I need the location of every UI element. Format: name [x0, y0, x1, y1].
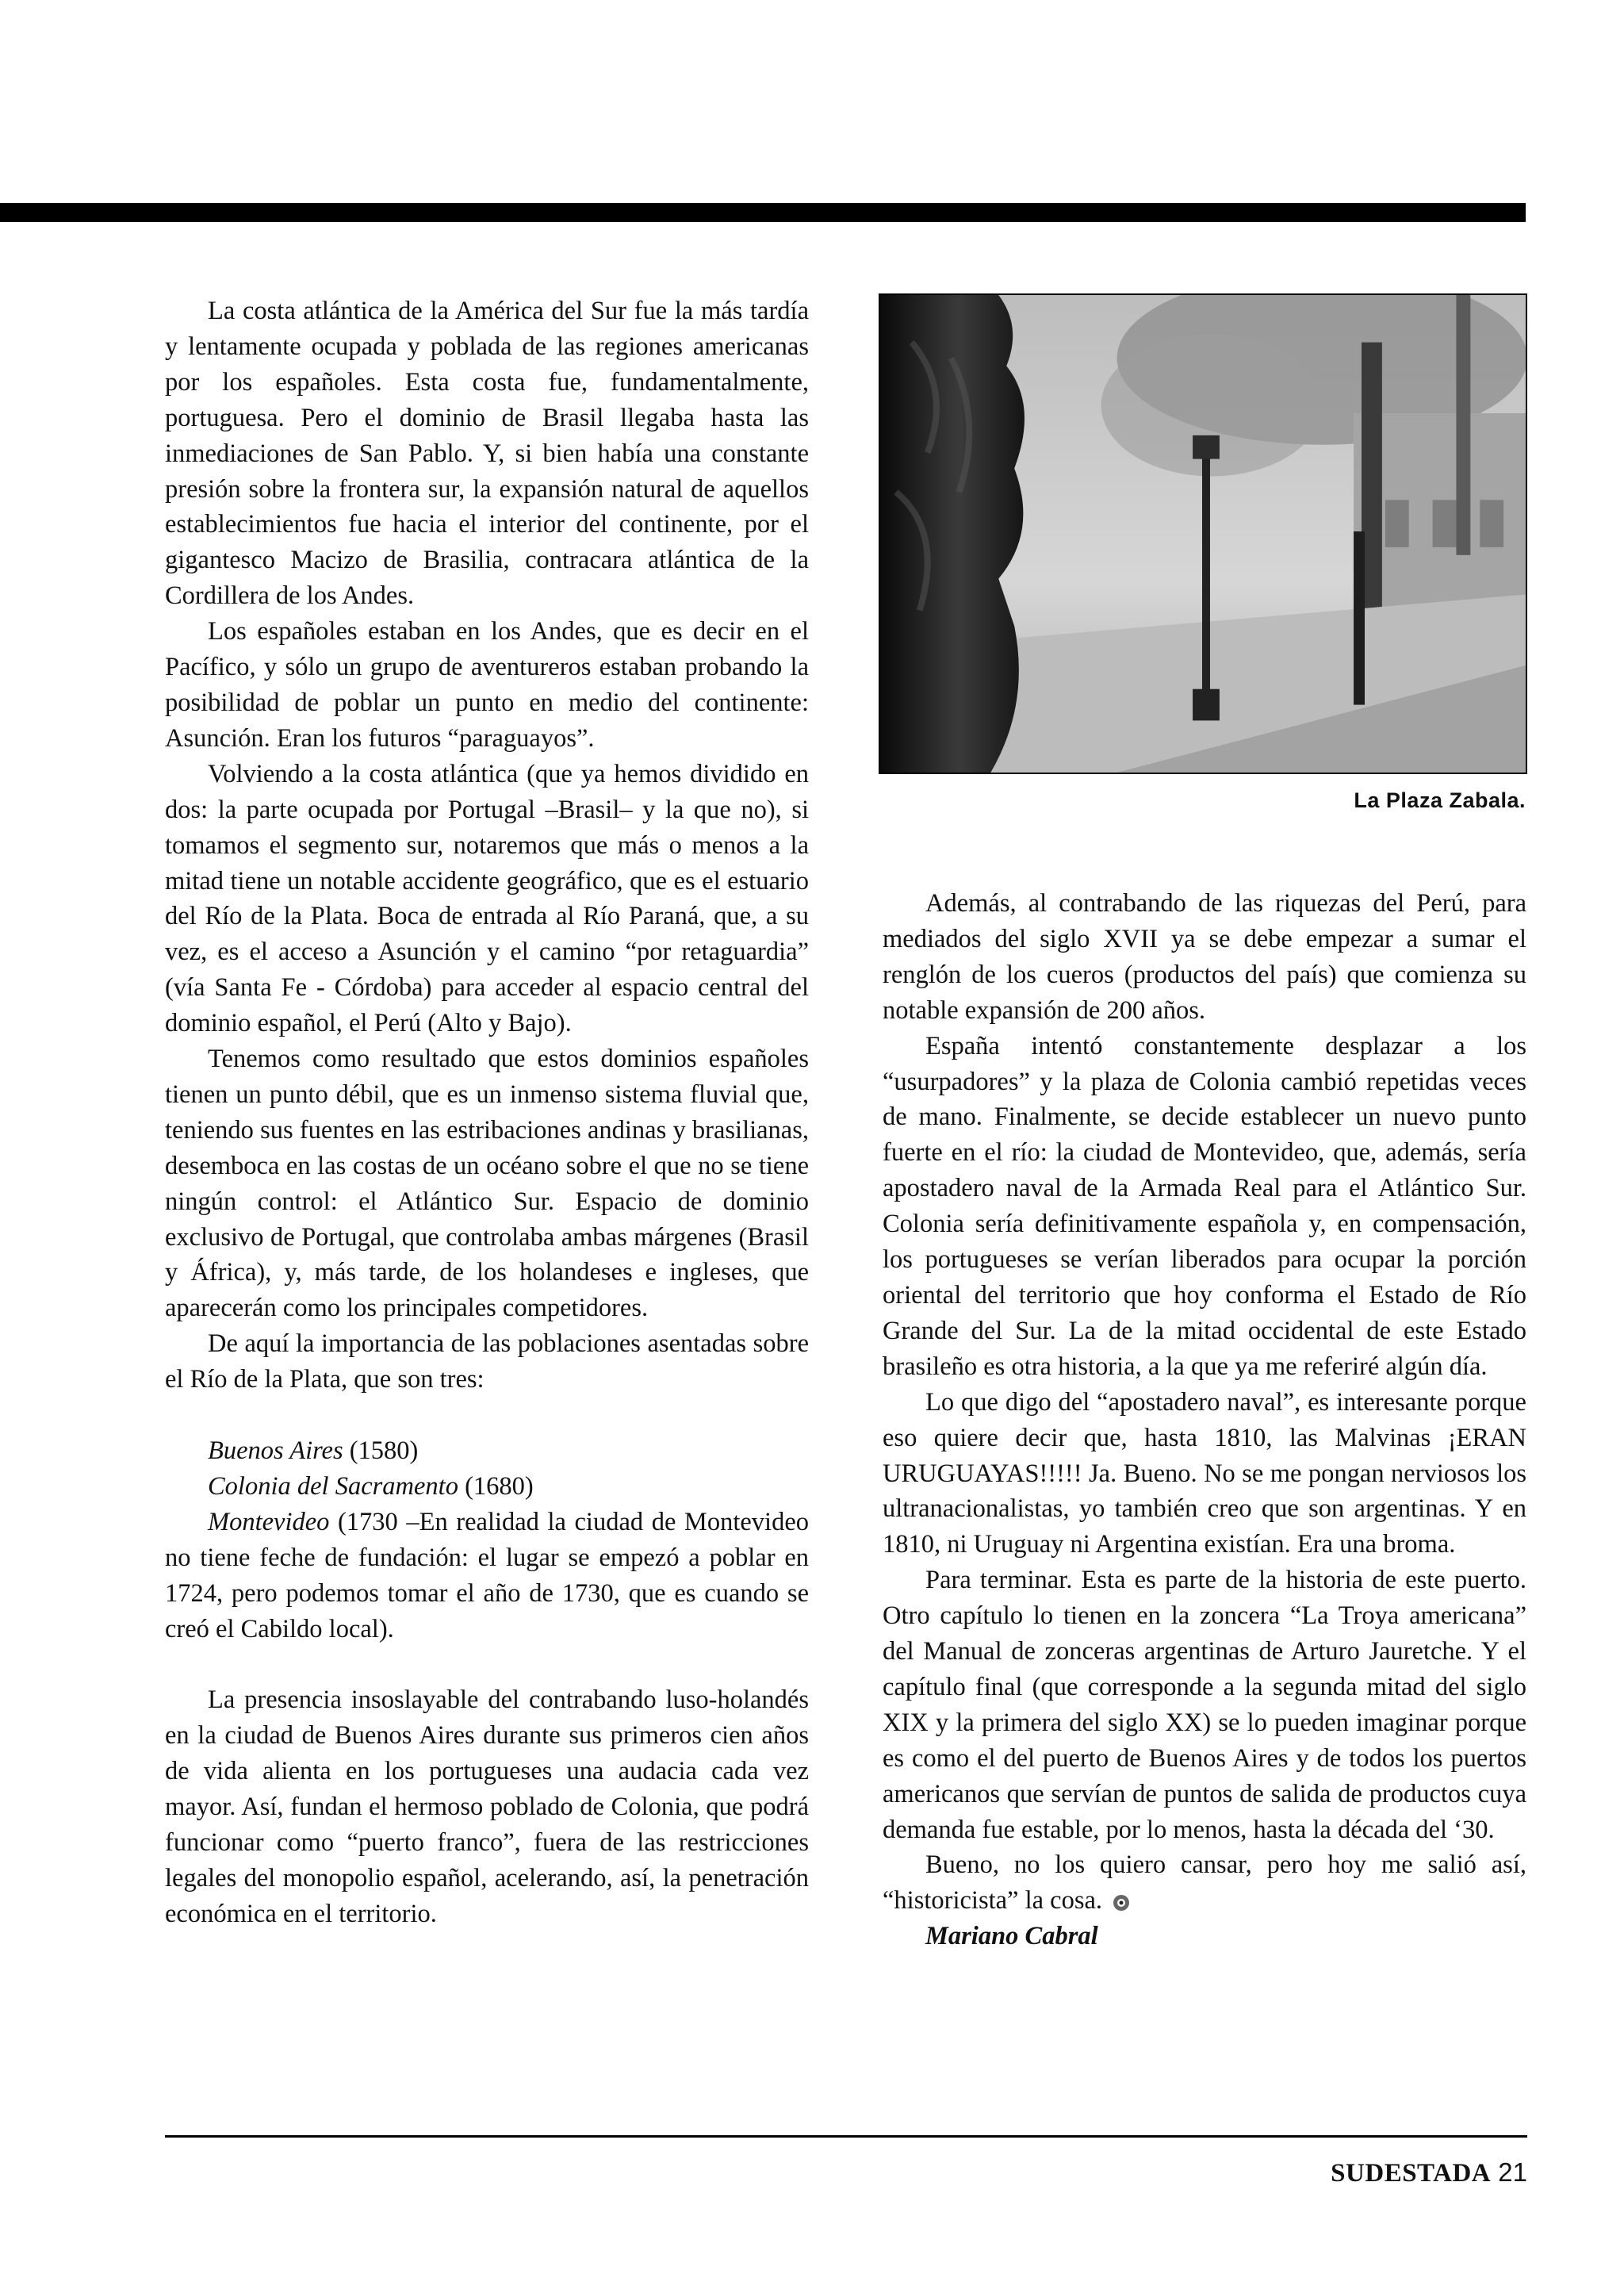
- list-item: Montevideo (1730 –En realidad la ciudad de Montevideo no tiene feche de fundación: el lugar se empezó a poblar en 1724, pero podemos tomar el año de 1730, que es cuando se creó el Cabildo local).: [165, 1507, 809, 1643]
- paragraph: Además, al contrabando de las riquezas del Perú, para mediados del siglo XVII ya se debe empezar a sumar el renglón de los cueros (productos del país) que comienza su notable expansión de 200 años.: [883, 889, 1526, 1025]
- right-column: [883, 886, 1526, 1954]
- paragraph: Los españoles estaban en los Andes, que es decir en el Pacífico, y sólo un grupo de aventureros estaban probando la posibilidad de poblar un punto en medio del continente: Asunción. Eran los futuros “paraguayos”.: [165, 617, 809, 753]
- photo-caption: La Plaza Zabala.: [1354, 788, 1526, 812]
- plaza-photo-image: [880, 295, 1526, 773]
- footer-rule: [165, 2135, 1527, 2138]
- paragraph: La costa atlántica de la América del Sur fue la más tardía y lentamente ocupada y poblada de las regiones americanas por los españoles. Esta costa fue, fundamentalmente, portuguesa. Pero el dominio de Brasil llegaba hasta las inmediaciones de San Pablo. Y, si bien había una constante presión sobre la frontera sur, la expansión natural de aquellos establecimientos fue hacia el interior del continente, por el gigantesco Macizo de Brasilia, contracara atlántica de la Cordillera de los Andes.: [165, 297, 809, 611]
- paragraph: La presencia insoslayable del contrabando luso-holandés en la ciudad de Buenos Aires durante sus primeros cien años de vida alienta en los portugueses una audacia cada vez mayor. Así, fundan el hermoso poblado de Colonia, que podrá funcionar como “puerto franco”, fuera de las restricciones legales del monopolio español, acelerando, así, la penetración económica en el territorio.: [165, 1685, 809, 1928]
- paragraph: Bueno, no los quiero cansar, pero hoy me salió así, “historicista” la cosa.: [883, 1850, 1526, 1915]
- city-name: Buenos Aires: [208, 1436, 343, 1465]
- paragraph: De aquí la importancia de las poblaciones asentadas sobre el Río de la Plata, que son tres:: [165, 1329, 809, 1394]
- list-item: Colonia del Sacramento (1680): [208, 1471, 534, 1501]
- page-footer: [1331, 2157, 1527, 2188]
- left-column: [165, 293, 809, 1932]
- city-name: Montevideo: [208, 1507, 330, 1536]
- paragraph: Lo que digo del “apostadero naval”, es interesante porque eso quiere decir que, hasta 1810, las Malvinas ¡ERAN URUGUAYAS!!!!! Ja. Bueno. No se me pongan nerviosos los ultranacionalistas, yo también creo que son argentinas. Y en 1810, ni Uruguay ni Argentina existían. Era una broma.: [883, 1387, 1526, 1559]
- paragraph: Tenemos como resultado que estos dominios españoles tienen un punto débil, que es un inmenso sistema fluvial que, teniendo sus fuentes en las estribaciones andinas y brasilianas, desemboca en las costas de un océano sobre el que no se tiene ningún control: el Atlántico Sur. Espacio de dominio exclusivo de Portugal, que controlaba ambas márgenes (Brasil y África), y, más tarde, de los holandeses e ingleses, que aparecerán como los principales competidores.: [165, 1045, 809, 1323]
- author-signature: Mariano Cabral: [925, 1922, 1098, 1951]
- paragraph: Para terminar. Esta es parte de la historia de este puerto. Otro capítulo lo tienen en la zoncera “La Troya americana” del Manual de zonceras argentinas de Arturo Jauretche. Y el capítulo final (que corresponde a la segunda mitad del siglo XIX y la primera del siglo XX) se lo pueden imaginar porque es como el del puerto de Buenos Aires y de todos los puertos americanos que servían de puntos de salida de productos cuya demanda fue estable, por lo menos, hasta la década del ‘30.: [883, 1566, 1526, 1844]
- blank-line: [165, 1398, 809, 1433]
- paragraph: Volviendo a la costa atlántica (que ya hemos dividido en dos: la parte ocupada por Portugal –Brasil– y la que no), si tomamos el segmento sur, notaremos que más o menos a la mitad tiene un notable accidente geográfico, que es el estuario del Río de la Plata. Boca de entrada al Río Paraná, que, a su vez, es el acceso a Asunción y el camino “por retaguardia” (vía Santa Fe - Córdoba) para acceder al espacio central del dominio español, el Perú (Alto y Bajo).: [165, 759, 809, 1038]
- page-number: 21: [1498, 2157, 1527, 2187]
- city-name: Colonia del Sacramento: [208, 1471, 458, 1501]
- blank-line: [165, 1647, 809, 1682]
- list-item: Buenos Aires (1580): [208, 1436, 419, 1465]
- end-of-article-icon: [1112, 1893, 1131, 1912]
- plaza-photo: [879, 293, 1527, 774]
- paragraph: España intentó constantemente desplazar a los “usurpadores” y la plaza de Colonia cambió repetidas veces de mano. Finalmente, se decide establecer un nuevo punto fuerte en el río: la ciudad de Montevideo, que, además, sería apostadero naval de la Armada Real para el Atlántico Sur. Colonia sería definitivamente española y, en compensación, los portugueses se verían liberados para ocupar la porción oriental del territorio que hoy conforma el Estado de Río Grande del Sur. La de la mitad occidental de este Estado brasileño es otra historia, a la que ya me referiré algún día.: [883, 1031, 1526, 1381]
- magazine-name: SUDESTADA: [1331, 2159, 1492, 2188]
- header-rule: [0, 203, 1526, 222]
